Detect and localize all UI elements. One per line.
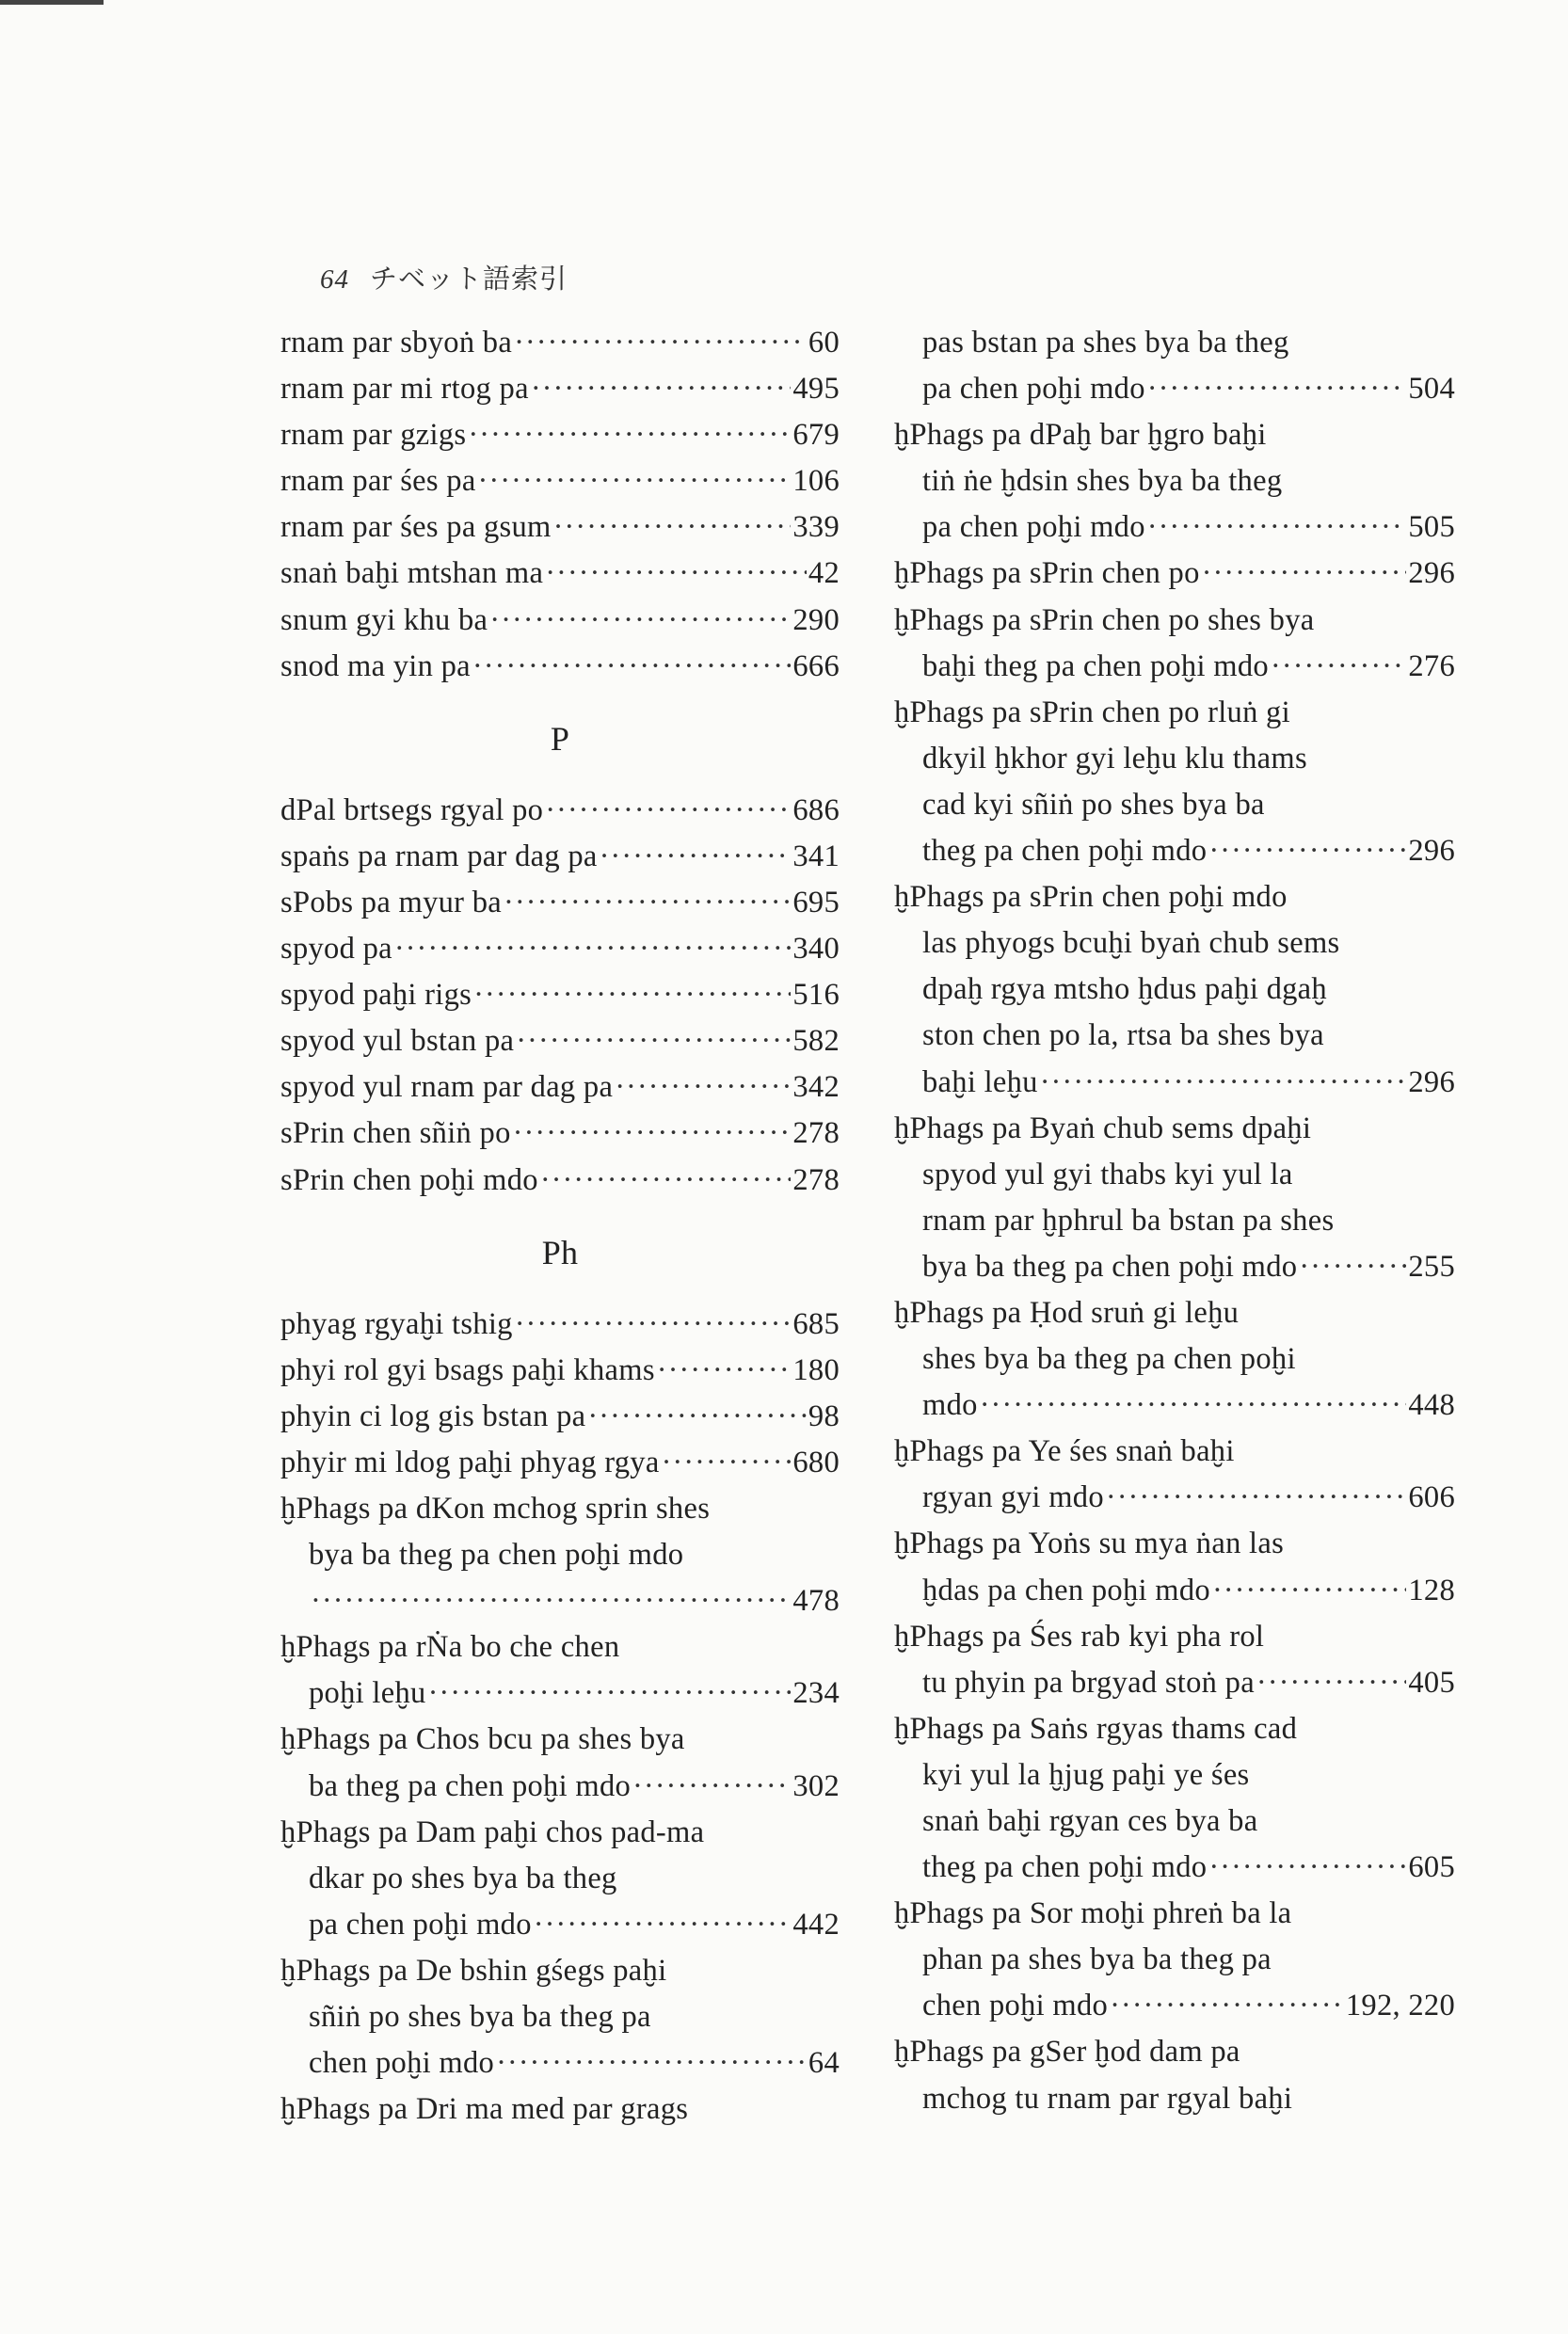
dot-leader [496,2040,807,2086]
entry-term: sPrin chen sñiṅ po [280,1116,511,1151]
page-reference: 302 [792,1768,840,1803]
entry-term: rnam par śes pa [280,464,476,499]
index-entry [894,551,1455,597]
index-entry-line: tiṅ ṅe ḫdsin shes bya ba theg [922,464,1283,499]
entry-term: spaṅs pa rnam par dag pa [280,839,598,873]
dot-leader [1147,504,1407,551]
dot-leader [545,551,807,597]
dot-leader [1202,551,1407,597]
entry-term: pa chen poḫi mdo [922,510,1145,545]
dot-leader [1147,366,1407,412]
index-entry [280,1064,840,1111]
dot-leader [531,366,792,412]
dot-leader [587,1394,807,1440]
entry-term: snum gyi khu ba [280,602,488,637]
dot-leader [1040,1060,1407,1106]
page-reference: 504 [1408,372,1455,407]
index-entry [280,412,840,458]
entry-term: rgyan gyi mdo [922,1480,1104,1515]
index-entry-line: ḫPhags pa Chos bcu pa shes bya [280,1722,685,1757]
index-entry-line: las phyogs bcuḫi byaṅ chub sems [922,926,1340,961]
index-entry [280,788,840,834]
index-entry-line: dkar po shes bya ba theg [309,1861,617,1895]
entry-term: ḫPhags pa sPrin chen po [894,556,1200,591]
dot-leader [473,972,791,1018]
page-reference: 296 [1408,556,1455,591]
page-reference: 180 [792,1352,840,1387]
page-reference: 42 [808,556,840,591]
page-reference: 605 [1408,1850,1455,1885]
index-entry-line: ḫPhags pa gSer ḫod dam pa [894,2035,1240,2070]
entry-term: snaṅ baḫi mtshan ma [280,556,544,591]
page-reference: 680 [792,1445,840,1479]
dot-leader [540,1158,792,1204]
entry-term: spyod yul rnam par dag pa [280,1070,614,1105]
index-entry [894,1845,1455,1891]
entry-term: theg pa chen poḫi mdo [922,834,1208,869]
page-reference: 64 [808,2046,840,2081]
index-entry [280,1348,840,1394]
page-reference: 340 [792,932,840,967]
dot-leader [1256,1660,1406,1706]
index-entry-line: spyod yul gyi thabs kyi yul la [922,1157,1293,1191]
page-reference: 128 [1408,1573,1455,1607]
dot-leader [662,1440,792,1486]
dot-leader [657,1348,792,1394]
dot-leader [504,880,791,926]
entry-term: baḫi leḫu [922,1064,1038,1099]
entry-term: phyi rol gyi bsags paḫi khams [280,1352,655,1387]
index-entry-line: pas bstan pa shes bya ba theg [922,326,1289,360]
index-entry [894,1244,1455,1290]
page-reference: 276 [1408,648,1455,683]
dot-leader [615,1064,791,1111]
page-reference: 98 [808,1399,840,1433]
index-entry-line: dkyil ḫkhor gyi leḫu klu thams [922,741,1307,775]
entry-term: rnam par gzigs [280,418,467,453]
dot-leader [514,320,807,366]
dot-leader [468,412,791,458]
index-entry [280,1764,840,1810]
index-entry-line: ḫPhags pa sPrin chen po shes bya [894,602,1315,637]
index-entry [280,2040,840,2086]
page-reference: 341 [792,839,840,873]
dot-leader [478,458,792,504]
index-entry [280,1671,840,1717]
section-heading: P [550,719,570,758]
dot-leader [1271,644,1406,690]
page-reference: 478 [792,1584,840,1619]
index-entry [894,1983,1455,2029]
dot-leader [515,1302,792,1348]
index-entry [894,1383,1455,1429]
dot-leader [534,1902,792,1948]
dot-leader [1208,1845,1406,1891]
index-entry [280,880,840,926]
corner-mark [0,0,104,5]
entry-term: dPal brtsegs rgyal po [280,792,544,827]
entry-term: chen poḫi mdo [922,1989,1109,2023]
dot-leader [545,788,791,834]
index-entry-line: ḫPhags pa Dam paḫi chos pad-ma [280,1814,705,1849]
entry-term: phyag rgyaḫi tshig [280,1306,513,1341]
entry-term: pa chen poḫi mdo [309,1907,532,1942]
index-entry [280,1578,840,1624]
entry-term: theg pa chen poḫi mdo [922,1850,1208,1885]
index-entry [280,1111,840,1157]
index-entry [280,1158,840,1204]
index-entry-line: ḫPhags pa sPrin chen po rluṅ gi [894,695,1290,729]
index-entry-line: ḫPhags pa Sor moḫi phreṅ ba la [894,1896,1292,1931]
index-entry [280,644,840,690]
index-entry-line: ston chen po la, rtsa ba shes bya [922,1018,1324,1053]
index-entry-line: ḫPhags pa Ḥod sruṅ gi leḫu [894,1295,1240,1330]
page-reference: 290 [792,602,840,637]
entry-term: bya ba theg pa chen poḫi mdo [922,1249,1298,1284]
index-entry-line: kyi yul la ḫjug paḫi ye śes [922,1757,1250,1792]
index-entry [894,644,1455,690]
page-reference: 516 [792,978,840,1013]
page-reference: 339 [792,510,840,545]
entry-term: baḫi theg pa chen poḫi mdo [922,648,1269,683]
page-reference: 695 [792,885,840,919]
index-entry-line: shes bya ba theg pa chen poḫi [922,1342,1296,1377]
dot-leader [1299,1244,1406,1290]
index-entry-line: ḫPhags pa dKon mchog sprin shes [280,1491,711,1526]
index-entry-line: ḫPhags pa Dri ma med par grags [280,2092,689,2127]
entry-term: rnam par sbyoṅ ba [280,326,513,360]
entry-term: tu phyin pa brgyad stoṅ pa [922,1665,1255,1700]
entry-term: rnam par śes pa gsum [280,510,552,545]
page-reference: 606 [1408,1480,1455,1515]
page-reference: 296 [1408,834,1455,869]
page-reference: 342 [792,1070,840,1105]
dot-leader [1208,828,1406,874]
entry-term: sPobs pa myur ba [280,885,502,919]
dot-leader [980,1383,1407,1429]
dot-leader [553,504,792,551]
index-entry-line: ḫPhags pa Saṅs rgyas thams cad [894,1711,1298,1746]
index-entry-line: sñiṅ po shes bya ba theg pa [309,2000,651,2034]
index-entry [280,320,840,366]
page-reference: 278 [792,1162,840,1197]
index-entry [280,834,840,880]
index-entry-line: mchog tu rnam par rgyal baḫi [922,2081,1293,2116]
page-reference: 666 [792,648,840,683]
index-entry-line: ḫPhags pa Ye śes snaṅ baḫi [894,1434,1235,1469]
running-header [320,258,568,296]
entry-term: phyir mi ldog paḫi phyag rgya [280,1445,660,1479]
entry-term: spyod yul bstan pa [280,1024,515,1059]
entry-term: poḫi leḫu [309,1676,426,1711]
index-entry [894,1568,1455,1614]
entry-term: spyod paḫi rigs [280,978,472,1013]
index-entry-line: ḫPhags pa Byaṅ chub sems dpaḫi [894,1111,1312,1145]
page-reference: 60 [808,326,840,360]
dot-leader [394,926,791,972]
index-entry [894,366,1455,412]
dot-leader [513,1111,792,1157]
index-entry [280,1018,840,1064]
page-reference: 495 [792,372,840,407]
page-number: 64 [320,264,349,295]
dot-leader [428,1671,792,1717]
page-reference: 106 [792,464,840,499]
dot-leader [472,644,791,690]
page-reference: 255 [1408,1249,1455,1284]
index-column-left [280,320,840,2133]
index-entry [280,551,840,597]
page-reference: 278 [792,1116,840,1151]
entry-term: spyod pa [280,932,392,967]
index-entry-line: dpaḫ rgya mtsho ḫdus paḫi dgaḫ [922,972,1327,1007]
entry-term: sPrin chen poḫi mdo [280,1162,538,1197]
dot-leader [1212,1568,1406,1614]
index-column-right [894,320,1455,2122]
page-reference: 405 [1408,1665,1455,1700]
index-entry [280,1440,840,1486]
entry-term: ba theg pa chen poḫi mdo [309,1768,632,1803]
entry-term: snod ma yin pa [280,648,471,683]
page-reference: 679 [792,418,840,453]
page-reference: 234 [792,1676,840,1711]
index-entry [894,1060,1455,1106]
index-entry [280,1902,840,1948]
index-entry-line: ḫPhags pa De bshin gśegs paḫi [280,1953,667,1988]
index-entry-line: phan pa shes bya ba theg pa [922,1942,1272,1977]
dot-leader [311,1578,791,1624]
page-reference: 448 [1408,1388,1455,1423]
index-entry-line: bya ba theg pa chen poḫi mdo [309,1538,684,1573]
index-entry [280,598,840,644]
entry-term: chen poḫi mdo [309,2046,495,2081]
dot-leader [632,1764,791,1810]
index-entry [894,504,1455,551]
page-reference: 442 [792,1907,840,1942]
page-title: チベット語索引 [370,264,568,295]
index-entry [280,972,840,1018]
index-entry [280,926,840,972]
page-reference: 686 [792,792,840,827]
index-entry [280,366,840,412]
index-entry-line: snaṅ baḫi rgyan ces bya ba [922,1804,1258,1838]
entry-term: mdo [922,1388,978,1423]
index-entry [894,828,1455,874]
index-entry [280,504,840,551]
entry-term: rnam par mi rtog pa [280,372,529,407]
dot-leader [600,834,792,880]
entry-term: ḫdas pa chen poḫi mdo [922,1573,1210,1607]
dot-leader [489,598,791,644]
dot-leader [516,1018,791,1064]
entry-term: phyin ci log gis bstan pa [280,1399,586,1433]
entry-term: pa chen poḫi mdo [922,372,1145,407]
page-reference: 192, 220 [1345,1989,1455,2023]
index-entry [894,1660,1455,1706]
index-entry-line: ḫPhags pa Yoṅs su mya ṅan las [894,1527,1285,1561]
index-entry-line: ḫPhags pa Śes rab kyi pha rol [894,1619,1265,1654]
page-reference: 505 [1408,510,1455,545]
index-entry-line: ḫPhags pa dPaḫ bar ḫgro baḫi [894,418,1267,453]
index-entry [280,1394,840,1440]
page-reference: 685 [792,1306,840,1341]
dot-leader [1110,1983,1344,2029]
index-entry [894,1475,1455,1521]
index-entry [280,1302,840,1348]
section-heading: Ph [541,1233,579,1271]
page-reference: 296 [1408,1064,1455,1099]
index-entry-line: cad kyi sñiṅ po shes bya ba [922,787,1265,822]
dot-leader [1106,1475,1406,1521]
page-reference: 582 [792,1024,840,1059]
index-entry-line: ḫPhags pa sPrin chen poḫi mdo [894,880,1288,915]
index-entry-line: ḫPhags pa rṄa bo che chen [280,1630,620,1665]
index-entry [280,458,840,504]
index-entry-line: rnam par ḫphrul ba bstan pa shes [922,1203,1335,1238]
